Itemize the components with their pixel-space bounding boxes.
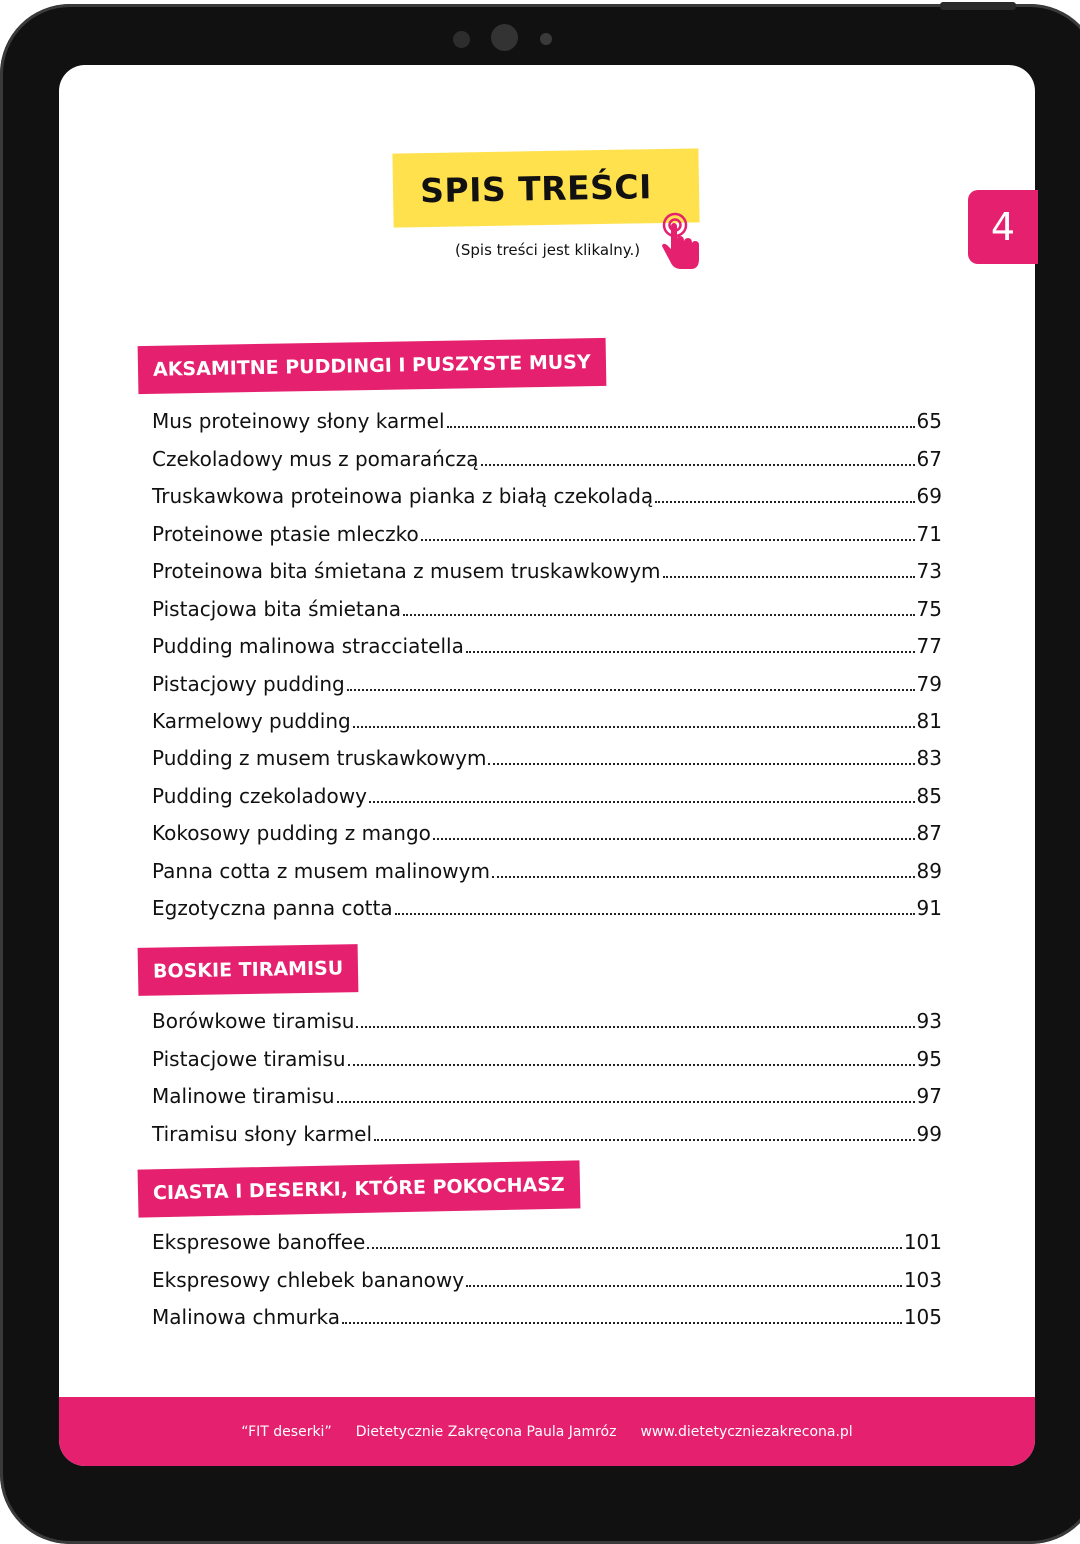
toc-entry[interactable]: Panna cotta z musem malinowym 89 bbox=[152, 858, 942, 883]
section-list-tiramisu bbox=[152, 998, 942, 1148]
pointing-hand-icon bbox=[659, 211, 703, 273]
section-heading-cakes[interactable]: CIASTA I DESERKI, KTÓRE POKOCHASZ bbox=[138, 1165, 580, 1213]
toc-entry[interactable]: Ekspresowy chlebek bananowy 103 bbox=[152, 1267, 942, 1292]
toc-entry[interactable]: Kokosowy pudding z mango 87 bbox=[152, 821, 942, 846]
section-heading-puddings[interactable]: AKSAMITNE PUDDINGI I PUSZYSTE MUSY bbox=[138, 342, 606, 390]
toc-entry[interactable]: Ekspresowe banoffee 101 bbox=[152, 1230, 942, 1255]
toc-entry[interactable]: Pistacjowy pudding 79 bbox=[152, 671, 942, 696]
tablet-frame bbox=[0, 4, 1080, 1544]
footer-book-title: “FIT deserki” bbox=[241, 1423, 332, 1440]
page-footer bbox=[59, 1397, 1035, 1466]
footer-author: Dietetycznie Zakręcona Paula Jamróz bbox=[355, 1423, 617, 1440]
page-number-tab: 4 bbox=[968, 190, 1038, 264]
toc-entry[interactable]: Pudding czekoladowy 85 bbox=[152, 783, 942, 808]
section-heading-tiramisu[interactable]: BOSKIE TIRAMISU bbox=[138, 946, 358, 994]
clickable-note: (Spis treści jest klikalny.) bbox=[455, 241, 641, 259]
toc-entry[interactable]: Czekoladowy mus z pomarańczą 67 bbox=[152, 446, 942, 471]
page-title: SPIS TREŚCI bbox=[419, 166, 653, 210]
section-list-puddings bbox=[152, 398, 942, 922]
title-highlight bbox=[392, 148, 699, 227]
toc-entry[interactable]: Proteinowa bita śmietana z musem truskawkowym 73 bbox=[152, 559, 942, 584]
toc-entry[interactable]: Malinowe tiramisu 97 bbox=[152, 1084, 942, 1109]
toc-entry[interactable]: Pudding z musem truskawkowym 83 bbox=[152, 746, 942, 771]
camera-lens bbox=[491, 24, 518, 51]
toc-entry[interactable]: Egzotyczna panna cotta 91 bbox=[152, 896, 942, 921]
toc-entry[interactable]: Truskawkowa proteinowa pianka z białą czekoladą 69 bbox=[152, 484, 942, 509]
section-list-cakes bbox=[152, 1219, 942, 1331]
toc-entry[interactable]: Borówkowe tiramisu 93 bbox=[152, 1009, 942, 1034]
toc-entry[interactable]: Karmelowy pudding 81 bbox=[152, 708, 942, 733]
toc-entry[interactable]: Pistacjowe tiramisu 95 bbox=[152, 1046, 942, 1071]
toc-entry[interactable]: Malinowa chmurka 105 bbox=[152, 1305, 942, 1330]
toc-entry[interactable]: Pudding malinowa stracciatella 77 bbox=[152, 634, 942, 659]
toc-entry[interactable]: Mus proteinowy słony karmel 65 bbox=[152, 409, 942, 434]
toc-entry[interactable]: Proteinowe ptasie mleczko 71 bbox=[152, 521, 942, 546]
tablet-side-button bbox=[940, 2, 1016, 10]
camera-dot-left bbox=[453, 31, 470, 48]
footer-website-link[interactable]: www.dietetyczniezakrecona.pl bbox=[640, 1423, 853, 1440]
toc-entry[interactable]: Tiramisu słony karmel 99 bbox=[152, 1121, 942, 1146]
toc-entry[interactable]: Pistacjowa bita śmietana 75 bbox=[152, 596, 942, 621]
document-page bbox=[59, 65, 1035, 1466]
camera-dot-right bbox=[540, 33, 552, 45]
